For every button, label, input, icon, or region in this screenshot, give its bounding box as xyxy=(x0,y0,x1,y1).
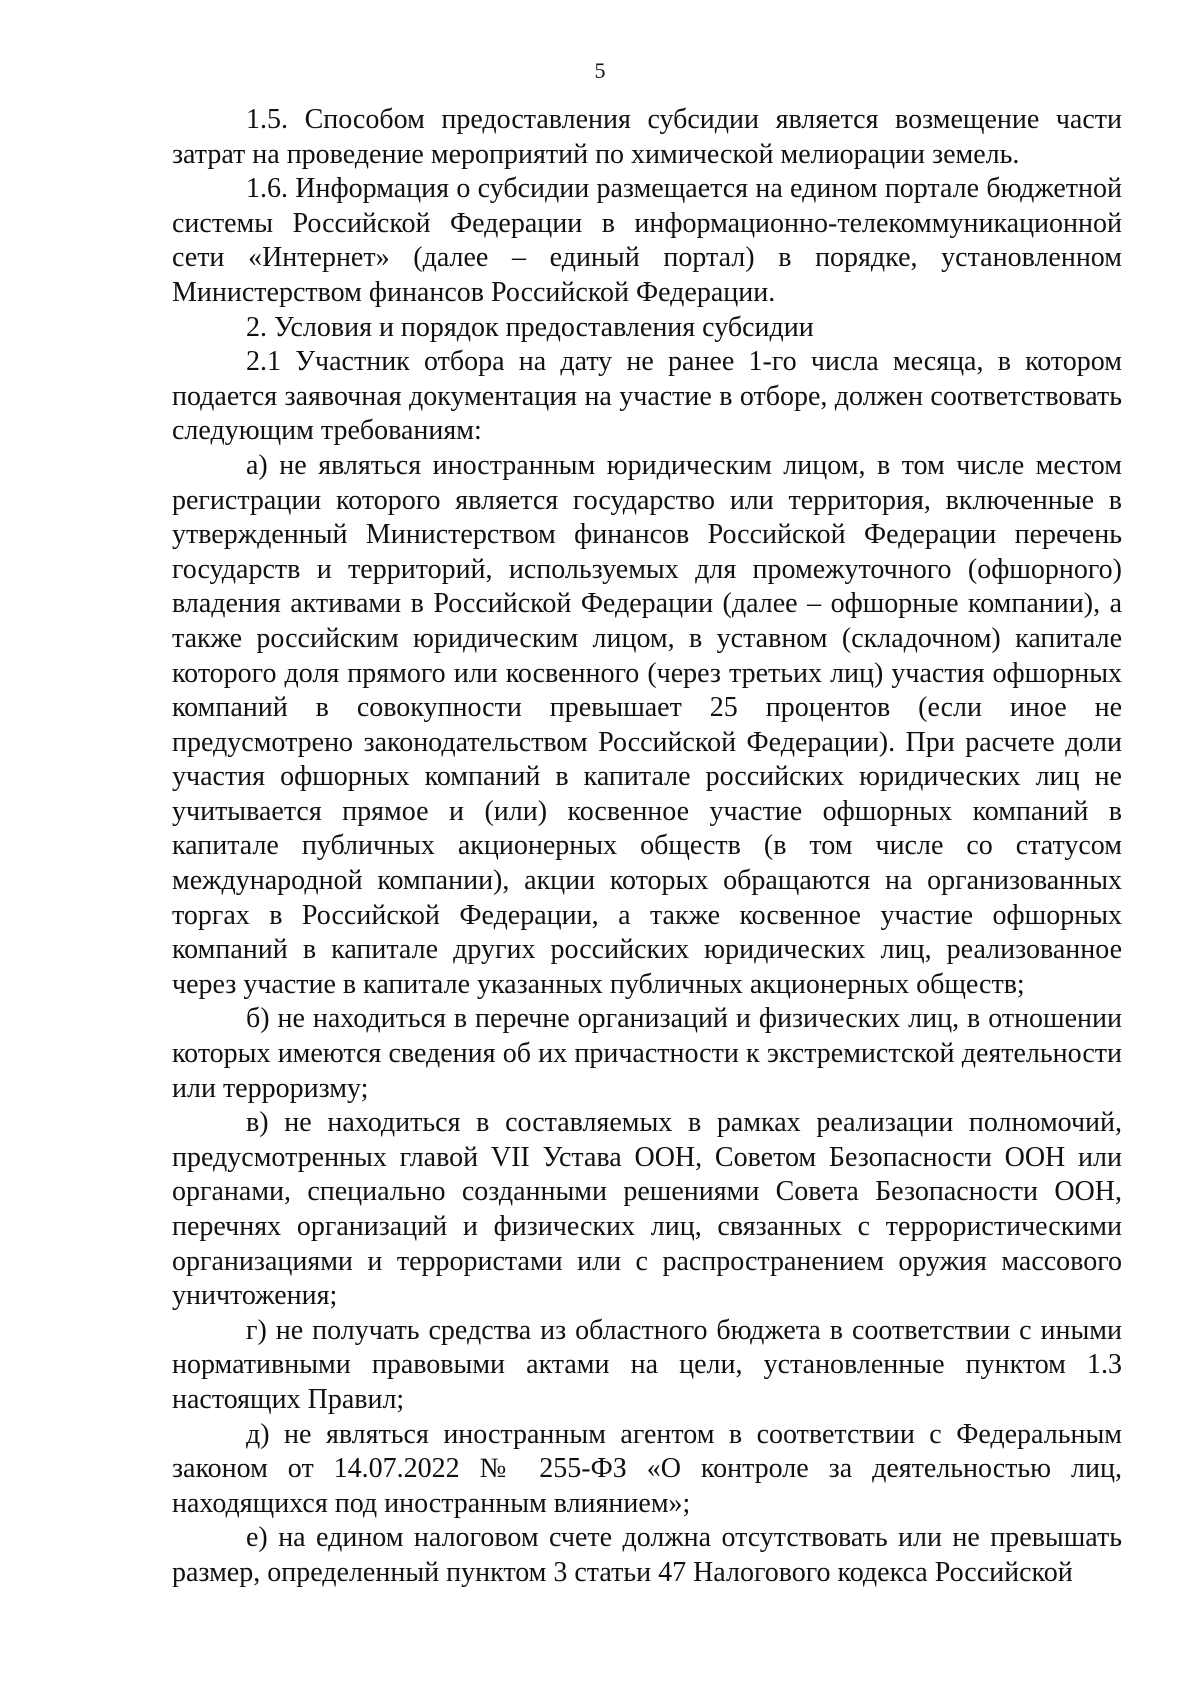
list-item-d: д) не являться иностранным агентом в соответствии с Федеральным законом от 14.07.2022 № 255-ФЗ «О контроле за деятельностью лиц, находящихся под иностранным влиянием»; xyxy=(172,1418,1122,1519)
paragraph-1-5: 1.5. Способом предоставления субсидии является возмещение части затрат на проведение мероприятий по химической мелиорации земель. xyxy=(172,104,1122,170)
paragraph-1-6: 1.6. Информация о субсидии размещается на едином портале бюджетной системы Российской Федерации в информационно-телекоммуникационной сети «Интернет» (далее – единый портал) в порядке, установленном Министерством финансов Российской Федерации. xyxy=(172,173,1122,308)
list-item-v: в) не находиться в составляемых в рамках реализации полномочий, предусмотренных главой VII Устава ООН, Советом Безопасности ООН или органами, специально созданными решениями Совета Безопасности ООН, перечнях организаций и физических лиц, связанных с террористическими организациями и террористами или с распространением оружия массового уничтожения; xyxy=(172,1107,1122,1312)
document-body xyxy=(172,103,1122,1591)
section-heading: 2. Условия и порядок предоставления субсидии xyxy=(246,311,814,343)
paragraph-2-1: 2.1 Участник отбора на дату не ранее 1-го числа месяца, в котором подается заявочная документация на участие в отборе, должен соответствовать следующим требованиям: xyxy=(172,346,1122,447)
list-item-a: а) не являться иностранным юридическим лицом, в том числе местом регистрации которого является государство или территория, включенные в утвержденный Министерством финансов Российской Федерации перечень государств и территорий, используемых для промежуточного (офшорного) владения активами в Российской Федерации (далее – офшорные компании), а также российским юридическим лицом, в уставном (складочном) капитале которого доля прямого или косвенного (через третьих лиц) участия офшорных компаний в совокупности превышает 25 процентов (если иное не предусмотрено законодательством Российской Федерации). При расчете доли участия офшорных компаний в капитале российских юридических лиц не учитывается прямое и (или) косвенное участие офшорных компаний в капитале публичных акционерных обществ (в том числе со статусом международной компании), акции которых обращаются на организованных торгах в Российской Федерации, а также косвенное участие офшорных компаний в капитале других российских юридических лиц, реализованное через участие в капитале указанных публичных акционерных обществ; xyxy=(172,449,1122,1000)
list-item-g: г) не получать средства из областного бюджета в соответствии с иными нормативными правовыми актами на цели, установленные пунктом 1.3 настоящих Правил; xyxy=(172,1314,1122,1415)
list-item-e: е) на едином налоговом счете должна отсутствовать или не превышать размер, определенный пунктом 3 статьи 47 Налогового кодекса Российской xyxy=(172,1522,1122,1588)
list-item-b: б) не находиться в перечне организаций и физических лиц, в отношении которых имеются сведения об их причастности к экстремистской деятельности или терроризму; xyxy=(172,1003,1122,1104)
page-number: 5 xyxy=(594,58,606,83)
